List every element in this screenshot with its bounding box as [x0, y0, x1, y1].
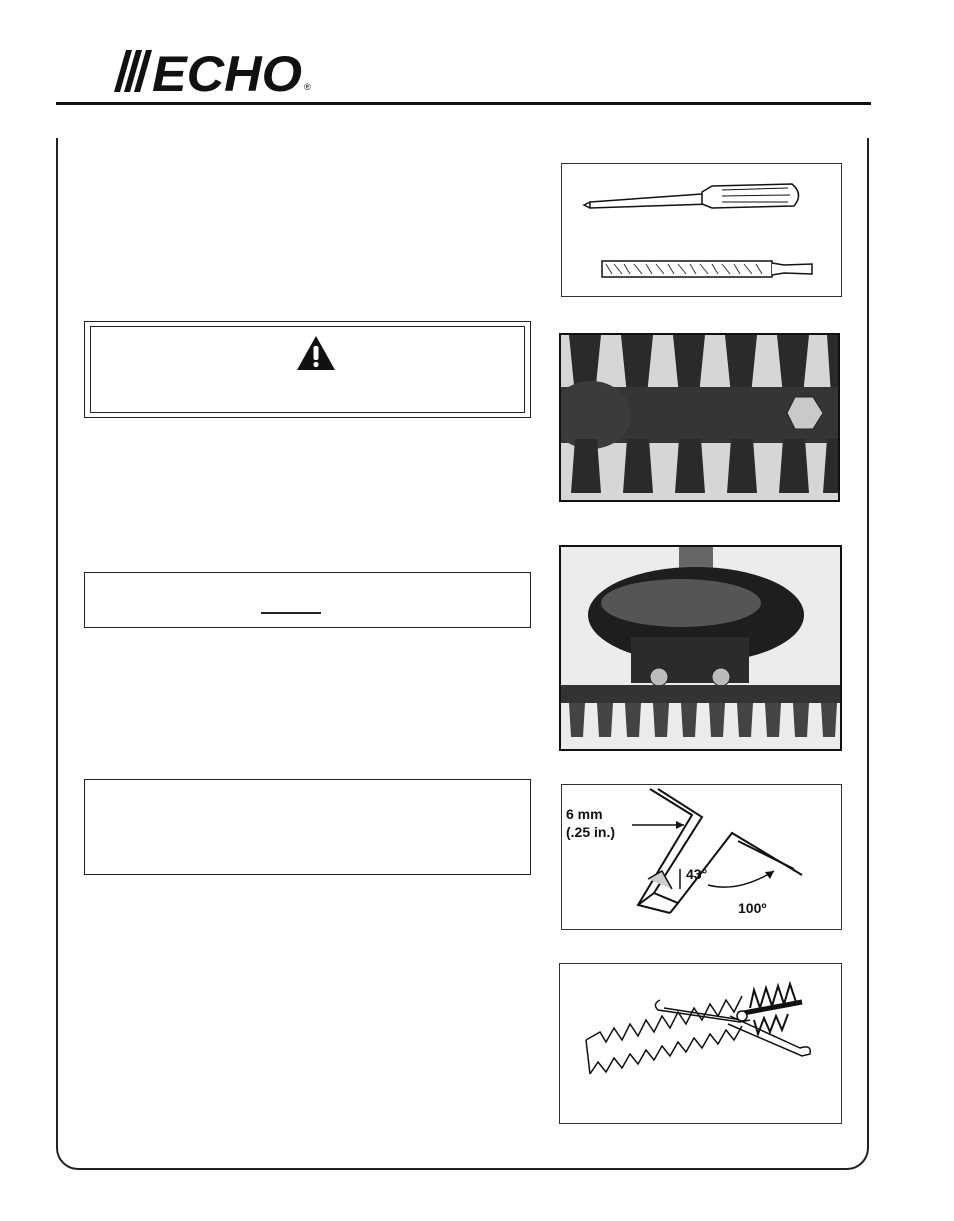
note-underline	[261, 612, 321, 614]
angle-tooth-label: 100º	[738, 900, 767, 916]
registered-mark: ®	[304, 82, 311, 92]
note-box-2	[84, 779, 531, 875]
blade-photo	[559, 333, 840, 502]
tooth-angle-diagram	[561, 784, 842, 930]
bolt-right	[712, 668, 730, 686]
angle-edge-label: 43°	[686, 866, 708, 882]
blade-section-dark	[738, 984, 802, 1034]
wrench-icon	[655, 1000, 810, 1056]
file-icon	[602, 261, 812, 277]
adjust-bolt	[737, 1011, 747, 1021]
echo-logo-graphic	[112, 46, 322, 96]
thickness-label: 6 mm	[566, 806, 603, 822]
bolt-left	[650, 668, 668, 686]
tools-figure	[561, 163, 842, 297]
gear-case-photo	[559, 545, 842, 751]
header-rule	[56, 102, 871, 105]
blade-bar-top	[561, 685, 840, 703]
wrench-adjust-drawing	[559, 963, 842, 1124]
echo-logo	[112, 46, 322, 96]
echo-logo-text: ECHO	[152, 46, 303, 96]
screwdriver-icon	[584, 184, 799, 208]
note-box	[84, 572, 531, 628]
hedge-blade	[586, 996, 742, 1074]
warning-triangle-icon	[295, 334, 337, 372]
thickness-label-in: (.25 in.)	[566, 824, 616, 840]
